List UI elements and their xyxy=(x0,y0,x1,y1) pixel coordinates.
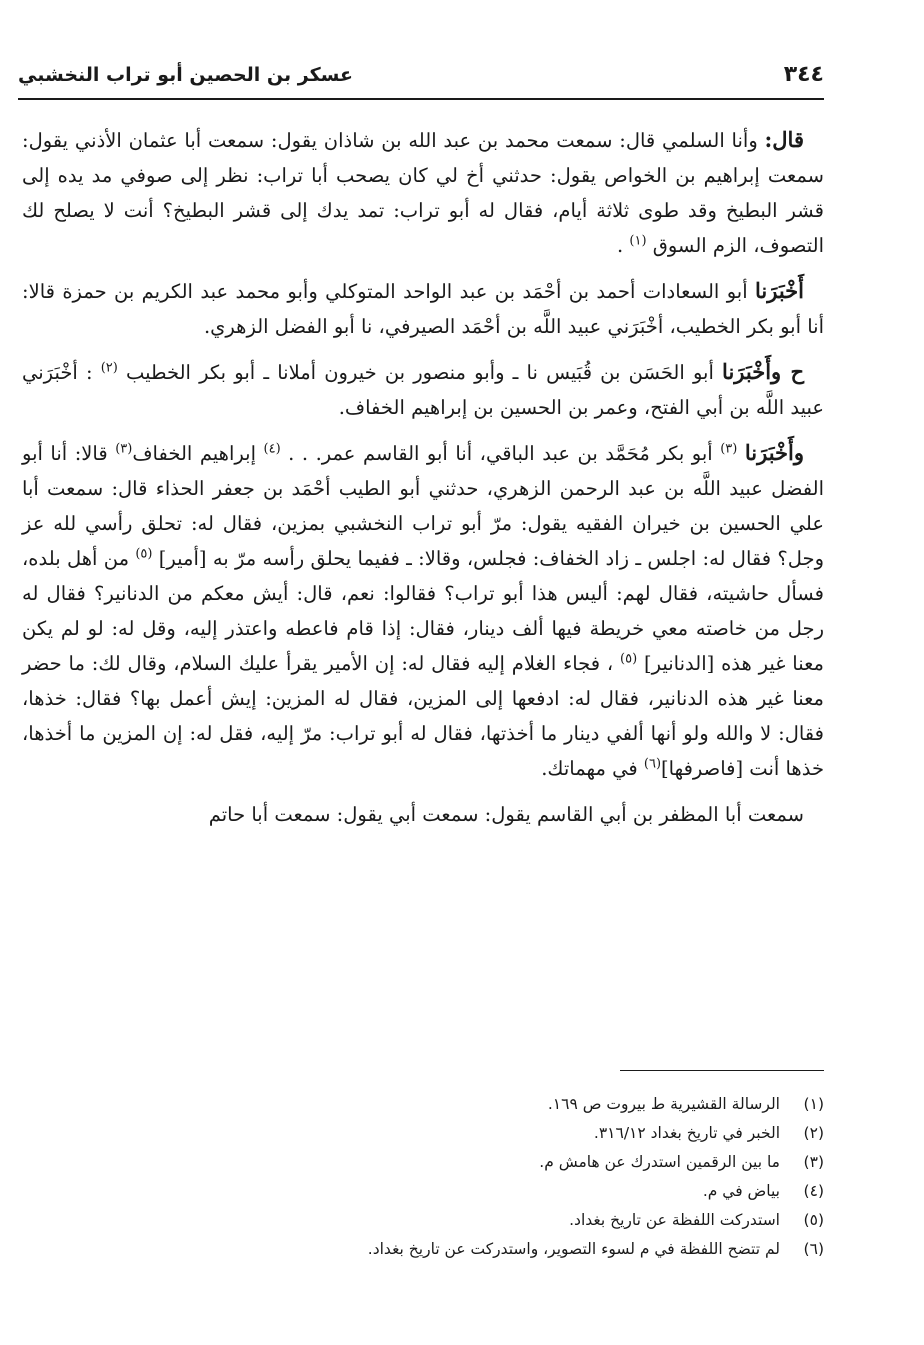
footnote-number: (٥) xyxy=(803,1211,824,1229)
footnote-ref: (٥) xyxy=(620,651,638,667)
text-run: ، فجاء الغلام إليه فقال له: إن الأمير يقرأ عليك السلام، وقال لك: ما حضر معنا غير هذه الدنانير، فقال له: ادفعها إلى المزين، فقال له المزين: إيش أعمل بها؟ فقال: خذها، فقال: لا والله ولو أنها ألفي دينار ما أخذتها، فقال له أبو تراب: مرّ إليه، فقل له: إن المزين ما أخذها، خذها أنت [فاصرفها] xyxy=(22,652,824,780)
footnotes xyxy=(22,1090,824,1264)
text-run: وأنا السلمي قال: سمعت محمد بن عبد الله بن شاذان يقول: سمعت أبا عثمان الأذني يقول: سمعت إبراهيم بن الخواص يقول: حدثني أخ لي كان يصحب أبا تراب: نظر إلى صوفي مد يده إلى قشر البطيخ وقد طوى ثلاثة أيام، فقال له أبو تراب: تمد يدك إلى قشر البطيخ؟ أنت لا يصلح لك التصوف، الزم السوق xyxy=(22,129,824,257)
footnote xyxy=(22,1119,824,1148)
footnote xyxy=(22,1177,824,1206)
text-run: من أهل بلده، فسأل حاشيته، فقال لهم: أليس هذا أبو تراب؟ فقالوا: نعم، قال: أيش معكم من الدنانير؟ فقال له رجل من خاصته معي خريطة فيها ألف دينار، فقال: إذا قام فاعطه واعتذر إليه، وقل له: لو لم يكن معنا غير هذه [الدنانير] xyxy=(22,547,824,675)
footnote-ref: (٥) xyxy=(135,546,153,562)
footnote-number: (٤) xyxy=(803,1182,824,1200)
text-run: قالا: أنا أبو الفضل عبيد اللَّه بن عبد الرحمن الزهري، حدثني أبو الطيب أحْمَد بن جعفر الحذاء قال: سمعت أبا علي الحسين بن خيران الفقيه يقول: مرّ أبو تراب النخشبي بمزين، فقال له: تحلق رأسي لله عز وجل؟ فقال له: اجلس ـ زاد الخفاف: فجلس، وقالا: ـ ففيما يحلق رأسه مرّ به [أمير] xyxy=(22,442,825,570)
footnote-number: (٢) xyxy=(803,1124,824,1142)
text-run: أبو الحَسَن بن قُبَيس نا ـ وأبو منصور بن خيرون أملانا ـ أبو بكر الخطيب xyxy=(117,361,723,384)
paragraph xyxy=(22,273,824,344)
footnote-text: استدركت اللفظة عن تاريخ بغداد. xyxy=(569,1211,780,1229)
paragraph-lead: قال: xyxy=(764,127,804,152)
running-title: عسكر بن الحصين أبو تراب النخشبي xyxy=(18,64,353,86)
footnote-ref: (٢) xyxy=(100,360,118,376)
text-run: . xyxy=(616,234,630,257)
page-number: ٣٤٤ xyxy=(783,62,824,87)
paragraph xyxy=(22,122,824,263)
paragraph xyxy=(22,796,824,832)
main-text xyxy=(22,122,824,842)
footnote-text: ما بين الرقمين استدرك عن هامش م. xyxy=(539,1153,780,1171)
text-run: سمعت أبا المظفر بن أبي القاسم يقول: سمعت أبي يقول: سمعت أبا حاتم xyxy=(208,803,804,826)
footnote-text: الخبر في تاريخ بغداد ٣١٦/١٢. xyxy=(593,1124,780,1142)
footnote-number: (١) xyxy=(803,1095,824,1113)
text-run: : أخْبَرَني عبيد اللَّه بن أبي الفتح، وعمر بن الحسين بن إبراهيم الخفاف. xyxy=(22,361,824,419)
footnote-ref: (٦) xyxy=(643,756,662,772)
footnote-ref: (٤) xyxy=(263,441,281,457)
paragraph-lead: أَخْبَرَنا xyxy=(755,278,804,303)
footnote-ref: (٣) xyxy=(720,441,738,457)
footnote-ref: (١) xyxy=(629,233,647,249)
footnote xyxy=(22,1235,824,1264)
footnote-number: (٦) xyxy=(803,1240,824,1258)
footnote xyxy=(22,1148,824,1177)
footnote-number: (٣) xyxy=(803,1153,824,1171)
footnote-text: بياض في م. xyxy=(702,1182,780,1200)
paragraph-lead: وأَخْبَرَنا xyxy=(744,440,804,465)
paragraph-lead: ح وأَخْبَرَنا xyxy=(722,359,805,384)
footnote-text: الرسالة القشيرية ط بيروت ص ١٦٩. xyxy=(547,1095,780,1113)
paragraph xyxy=(22,354,824,425)
paragraph xyxy=(22,435,824,786)
footnote-separator xyxy=(620,1070,824,1071)
footnote xyxy=(22,1206,824,1235)
text-run xyxy=(737,442,745,465)
footnote-ref: (٣) xyxy=(115,441,133,457)
text-run: أبو بكر مُحَمَّد بن عبد الباقي، أنا أبو القاسم عمر. . . xyxy=(280,442,721,465)
text-run: أبو السعادات أحمد بن أحْمَد بن عبد الواحد المتوكلي وأبو محمد عبد الكريم بن حمزة قالا: أنا أبو بكر الخطيب، أخْبَرَني عبيد اللَّه بن أحْمَد الصيرفي، نا أبو الفضل الزهري. xyxy=(22,280,824,338)
footnote-text: لم تتضح اللفظة في م لسوء التصوير، واستدركت عن تاريخ بغداد. xyxy=(367,1240,780,1258)
text-run: إبراهيم الخفاف xyxy=(132,442,264,465)
text-run: في مهماتك. xyxy=(541,757,644,780)
footnote xyxy=(22,1090,824,1119)
page-header xyxy=(18,62,824,100)
